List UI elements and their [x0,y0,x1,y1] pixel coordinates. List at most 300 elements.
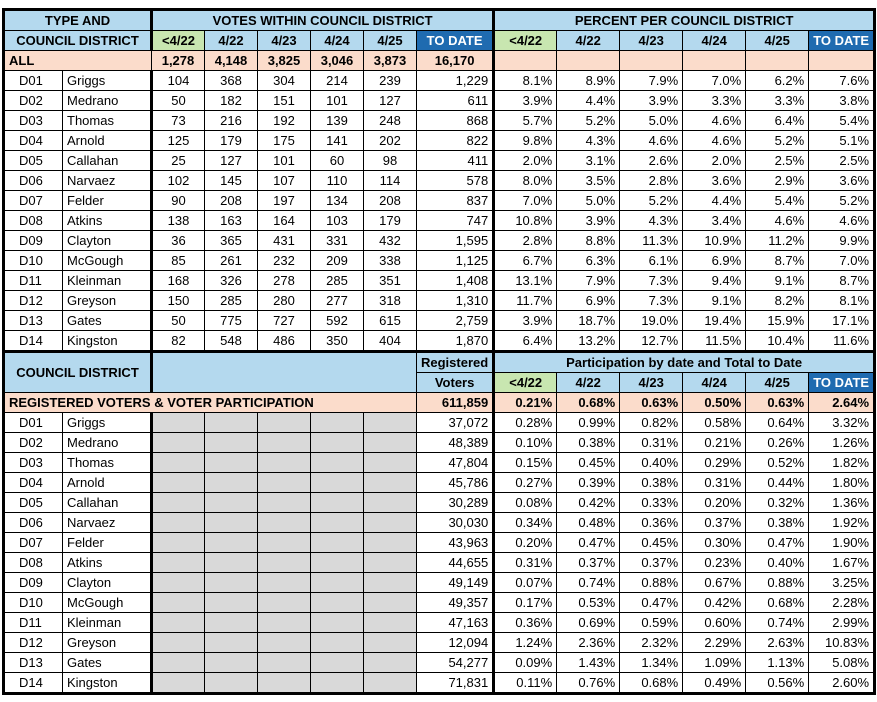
district-percent-cell: 4.6% [683,131,746,151]
gray-filler-cell [311,493,364,513]
district-percent-cell: 8.7% [746,251,809,271]
district-code: D01 [4,71,63,91]
district-percent-cell: 7.3% [620,291,683,311]
gray-filler-cell [205,593,258,613]
all-votes-cell: 16,170 [417,51,494,71]
registered-voters-cell: 30,030 [417,513,494,533]
header-row-1 [4,10,875,31]
district-percent-cell: 6.3% [557,251,620,271]
district-votes-cell: 432 [364,231,417,251]
district-votes-cell: 163 [205,211,258,231]
district-percent-cell: 8.8% [557,231,620,251]
council-member-name: Gates [63,653,152,673]
district-votes-row [4,111,875,131]
district-percent-cell: 4.6% [746,211,809,231]
registered-all-row [4,393,875,413]
district-percent-cell: 8.7% [809,271,875,291]
district-votes-cell: 368 [205,71,258,91]
district-votes-row [4,251,875,271]
participation-cell: 0.37% [620,553,683,573]
district-registered-row [4,513,875,533]
district-votes-cell: 277 [311,291,364,311]
district-percent-cell: 9.1% [683,291,746,311]
registered-all-participation: 0.68% [557,393,620,413]
council-district-votes-table [2,8,876,695]
gray-filler-cell [364,453,417,473]
district-percent-cell: 8.1% [809,291,875,311]
participation-cell: 2.60% [809,673,875,694]
participation-cell: 5.08% [809,653,875,673]
participation-cell: 1.90% [809,533,875,553]
district-code: D09 [4,231,63,251]
district-percent-cell: 2.5% [809,151,875,171]
gray-filler-cell [152,493,205,513]
participation-cell: 0.64% [746,413,809,433]
gray-filler-cell [311,433,364,453]
council-member-name: Callahan [63,151,152,171]
gray-filler-cell [258,633,311,653]
participation-cell: 0.74% [746,613,809,633]
district-registered-row [4,633,875,653]
district-votes-cell: 1,870 [417,331,494,352]
district-percent-cell: 4.6% [683,111,746,131]
registered-voters-cell: 49,357 [417,593,494,613]
district-percent-cell: 5.2% [809,191,875,211]
gray-filler-cell [364,413,417,433]
participation-cell: 0.29% [683,453,746,473]
district-code: D13 [4,311,63,331]
gray-filler-cell [311,613,364,633]
participation-col-header: 4/24 [683,373,746,393]
all-percent-empty [494,51,557,71]
participation-col-header: TO DATE [809,373,875,393]
participation-cell: 0.21% [683,433,746,453]
participation-cell: 0.15% [494,453,557,473]
participation-cell: 0.47% [557,533,620,553]
district-votes-cell: 822 [417,131,494,151]
registered-voters-cell: 47,163 [417,613,494,633]
council-member-name: Narvaez [63,513,152,533]
gray-filler-cell [364,673,417,694]
participation-cell: 0.40% [620,453,683,473]
district-percent-cell: 10.4% [746,331,809,352]
registered-voters-cell: 48,389 [417,433,494,453]
district-registered-row [4,593,875,613]
district-votes-row [4,331,875,352]
district-registered-row [4,533,875,553]
district-code: D09 [4,573,63,593]
gray-filler-cell [311,473,364,493]
district-percent-cell: 7.9% [620,71,683,91]
council-member-name: Arnold [63,473,152,493]
registered-header-line2: Voters [417,373,494,393]
all-votes-cell: 3,825 [258,51,311,71]
gray-filler-cell [205,653,258,673]
gray-filler-cell [205,473,258,493]
district-votes-cell: 304 [258,71,311,91]
participation-cell: 0.42% [557,493,620,513]
district-code: D07 [4,191,63,211]
all-votes-cell: 4,148 [205,51,258,71]
district-percent-cell: 5.4% [809,111,875,131]
participation-cell: 0.31% [683,473,746,493]
district-votes-cell: 127 [364,91,417,111]
all-percent-empty [809,51,875,71]
district-votes-cell: 73 [152,111,205,131]
votes-col-header: 4/24 [311,31,364,51]
district-code: D12 [4,291,63,311]
gray-filler-cell [205,613,258,633]
gray-filler-cell [152,573,205,593]
district-votes-cell: 404 [364,331,417,352]
district-votes-cell: 611 [417,91,494,111]
participation-cell: 2.63% [746,633,809,653]
gray-filler-cell [311,413,364,433]
district-percent-cell: 4.4% [557,91,620,111]
participation-cell: 0.68% [746,593,809,613]
participation-cell: 0.60% [683,613,746,633]
district-votes-row [4,191,875,211]
district-percent-cell: 3.4% [683,211,746,231]
council-member-name: Kleinman [63,271,152,291]
district-votes-cell: 25 [152,151,205,171]
district-votes-cell: 60 [311,151,364,171]
gray-filler-cell [311,633,364,653]
participation-title: Participation by date and Total to Date [494,352,875,373]
district-votes-cell: 179 [364,211,417,231]
participation-cell: 0.31% [494,553,557,573]
gray-filler-cell [152,613,205,633]
gray-filler-cell [311,553,364,573]
district-votes-cell: 101 [258,151,311,171]
gray-filler-cell [258,513,311,533]
district-registered-row [4,553,875,573]
district-percent-cell: 18.7% [557,311,620,331]
votes-section-title: VOTES WITHIN COUNCIL DISTRICT [152,10,494,31]
district-votes-cell: 592 [311,311,364,331]
participation-cell: 0.37% [683,513,746,533]
gray-filler-cell [364,533,417,553]
registered-voters-cell: 44,655 [417,553,494,573]
district-percent-cell: 2.6% [620,151,683,171]
district-votes-cell: 338 [364,251,417,271]
district-percent-cell: 3.9% [494,311,557,331]
council-member-name: Griggs [63,71,152,91]
votes-col-header: <4/22 [152,31,205,51]
gray-filler-cell [152,633,205,653]
all-row [4,51,875,71]
district-percent-cell: 7.9% [557,271,620,291]
district-votes-cell: 248 [364,111,417,131]
gray-filler-cell [364,493,417,513]
participation-cell: 0.49% [683,673,746,694]
gray-filler-cell [205,673,258,694]
gray-filler-cell [258,553,311,573]
district-percent-cell: 4.4% [683,191,746,211]
district-votes-cell: 50 [152,311,205,331]
district-percent-cell: 3.3% [746,91,809,111]
participation-col-header: <4/22 [494,373,557,393]
participation-cell: 10.83% [809,633,875,653]
district-votes-cell: 318 [364,291,417,311]
gray-filler-cell [311,453,364,473]
district-percent-cell: 5.2% [620,191,683,211]
district-votes-cell: 239 [364,71,417,91]
council-member-name: Thomas [63,111,152,131]
participation-cell: 0.99% [557,413,620,433]
district-percent-cell: 2.8% [620,171,683,191]
votes-col-header: 4/25 [364,31,417,51]
participation-cell: 0.36% [620,513,683,533]
district-percent-cell: 3.3% [683,91,746,111]
district-percent-cell: 9.9% [809,231,875,251]
district-percent-cell: 8.2% [746,291,809,311]
district-votes-cell: 102 [152,171,205,191]
registered-voters-cell: 54,277 [417,653,494,673]
district-votes-cell: 548 [205,331,258,352]
district-votes-cell: 1,229 [417,71,494,91]
district-percent-cell: 3.9% [620,91,683,111]
district-code: D14 [4,673,63,694]
district-percent-cell: 7.0% [494,191,557,211]
district-registered-row [4,413,875,433]
district-votes-cell: 36 [152,231,205,251]
district-votes-cell: 104 [152,71,205,91]
district-votes-row [4,131,875,151]
participation-cell: 1.36% [809,493,875,513]
registered-all-total: 611,859 [417,393,494,413]
participation-cell: 0.20% [494,533,557,553]
voter-table-container [2,8,876,695]
all-votes-cell: 3,873 [364,51,417,71]
participation-cell: 0.53% [557,593,620,613]
district-percent-cell: 3.6% [809,171,875,191]
gray-filler-cell [152,413,205,433]
participation-col-header: 4/23 [620,373,683,393]
district-votes-cell: 278 [258,271,311,291]
district-percent-cell: 3.5% [557,171,620,191]
participation-cell: 1.34% [620,653,683,673]
percent-col-header: 4/24 [683,31,746,51]
district-code: D04 [4,473,63,493]
gray-filler-cell [205,493,258,513]
registered-voters-cell: 43,963 [417,533,494,553]
district-percent-cell: 3.9% [557,211,620,231]
district-votes-cell: 125 [152,131,205,151]
type-header-line2: COUNCIL DISTRICT [4,31,152,51]
participation-cell: 1.24% [494,633,557,653]
district-votes-row [4,311,875,331]
gray-filler-cell [152,653,205,673]
council-member-name: Griggs [63,413,152,433]
council-member-name: Clayton [63,573,152,593]
district-registered-row [4,573,875,593]
gray-filler-cell [152,513,205,533]
all-label: ALL [4,51,152,71]
district-votes-cell: 208 [364,191,417,211]
participation-cell: 1.13% [746,653,809,673]
district-percent-cell: 6.2% [746,71,809,91]
votes-col-header: TO DATE [417,31,494,51]
registered-voters-cell: 47,804 [417,453,494,473]
gray-filler-cell [364,613,417,633]
gray-filler-cell [152,673,205,694]
district-percent-cell: 17.1% [809,311,875,331]
gray-filler-cell [364,593,417,613]
district-percent-cell: 8.0% [494,171,557,191]
district-votes-cell: 150 [152,291,205,311]
district-votes-cell: 101 [311,91,364,111]
district-registered-row [4,653,875,673]
district-code: D02 [4,433,63,453]
gray-filler-cell [258,573,311,593]
gray-filler-cell [364,653,417,673]
district-code: D04 [4,131,63,151]
gray-filler-cell [258,673,311,694]
participation-cell: 0.38% [620,473,683,493]
district-percent-cell: 4.3% [557,131,620,151]
district-votes-cell: 164 [258,211,311,231]
district-votes-cell: 431 [258,231,311,251]
district-percent-cell: 5.1% [809,131,875,151]
district-votes-cell: 145 [205,171,258,191]
district-percent-cell: 5.4% [746,191,809,211]
district-votes-cell: 82 [152,331,205,352]
district-votes-cell: 326 [205,271,258,291]
district-percent-cell: 7.6% [809,71,875,91]
participation-cell: 0.32% [746,493,809,513]
district-votes-row [4,211,875,231]
participation-cell: 1.43% [557,653,620,673]
bottom-header-row-1 [4,352,875,373]
gray-filler-cell [364,553,417,573]
district-code: D01 [4,413,63,433]
district-votes-cell: 775 [205,311,258,331]
council-member-name: Greyson [63,633,152,653]
district-code: D14 [4,331,63,352]
participation-cell: 0.42% [683,593,746,613]
district-votes-cell: 411 [417,151,494,171]
participation-cell: 0.23% [683,553,746,573]
council-member-name: Kleinman [63,613,152,633]
table-body [4,10,875,694]
district-votes-cell: 837 [417,191,494,211]
gray-filler-cell [205,533,258,553]
gray-filler-cell [311,573,364,593]
district-votes-cell: 98 [364,151,417,171]
council-member-name: Narvaez [63,171,152,191]
participation-cell: 0.40% [746,553,809,573]
participation-cell: 1.09% [683,653,746,673]
council-member-name: Gates [63,311,152,331]
district-votes-cell: 50 [152,91,205,111]
gray-filler-cell [311,653,364,673]
participation-cell: 2.36% [557,633,620,653]
participation-cell: 0.34% [494,513,557,533]
district-percent-cell: 11.2% [746,231,809,251]
participation-cell: 0.37% [557,553,620,573]
district-votes-cell: 1,595 [417,231,494,251]
percent-col-header: TO DATE [809,31,875,51]
gray-filler-cell [205,573,258,593]
district-votes-cell: 486 [258,331,311,352]
gray-filler-cell [152,473,205,493]
gray-filler-cell [258,413,311,433]
council-member-name: Clayton [63,231,152,251]
participation-cell: 0.36% [494,613,557,633]
gray-filler-cell [258,593,311,613]
district-percent-cell: 4.6% [620,131,683,151]
district-percent-cell: 6.4% [746,111,809,131]
district-percent-cell: 3.8% [809,91,875,111]
district-registered-row [4,473,875,493]
district-votes-row [4,231,875,251]
all-percent-empty [683,51,746,71]
registered-all-label: REGISTERED VOTERS & VOTER PARTICIPATION [4,393,417,413]
district-votes-cell: 232 [258,251,311,271]
participation-cell: 0.47% [620,593,683,613]
district-votes-cell: 182 [205,91,258,111]
district-votes-row [4,291,875,311]
district-votes-cell: 1,310 [417,291,494,311]
blank-header-block [152,352,417,393]
participation-cell: 0.10% [494,433,557,453]
district-percent-cell: 2.5% [746,151,809,171]
district-votes-cell: 1,125 [417,251,494,271]
council-member-name: Kingston [63,673,152,694]
participation-cell: 0.17% [494,593,557,613]
district-votes-cell: 107 [258,171,311,191]
district-votes-cell: 85 [152,251,205,271]
participation-cell: 0.74% [557,573,620,593]
header-row-2 [4,31,875,51]
gray-filler-cell [311,533,364,553]
participation-cell: 0.28% [494,413,557,433]
district-percent-cell: 19.4% [683,311,746,331]
votes-col-header: 4/22 [205,31,258,51]
district-votes-cell: 747 [417,211,494,231]
participation-cell: 0.08% [494,493,557,513]
participation-cell: 0.52% [746,453,809,473]
district-code: D10 [4,593,63,613]
district-percent-cell: 15.9% [746,311,809,331]
district-votes-cell: 110 [311,171,364,191]
council-member-name: Medrano [63,433,152,453]
district-percent-cell: 5.2% [557,111,620,131]
participation-cell: 0.88% [620,573,683,593]
gray-filler-cell [205,413,258,433]
gray-filler-cell [258,613,311,633]
district-code: D03 [4,111,63,131]
district-percent-cell: 7.0% [809,251,875,271]
gray-filler-cell [152,593,205,613]
district-percent-cell: 7.3% [620,271,683,291]
gray-filler-cell [364,573,417,593]
participation-cell: 3.32% [809,413,875,433]
district-votes-cell: 103 [311,211,364,231]
registered-all-participation: 0.50% [683,393,746,413]
district-votes-cell: 331 [311,231,364,251]
participation-cell: 0.88% [746,573,809,593]
registered-voters-cell: 49,149 [417,573,494,593]
participation-cell: 1.82% [809,453,875,473]
district-percent-cell: 12.7% [620,331,683,352]
district-registered-row [4,453,875,473]
district-votes-cell: 615 [364,311,417,331]
district-votes-cell: 134 [311,191,364,211]
district-votes-cell: 139 [311,111,364,131]
council-member-name: Greyson [63,291,152,311]
